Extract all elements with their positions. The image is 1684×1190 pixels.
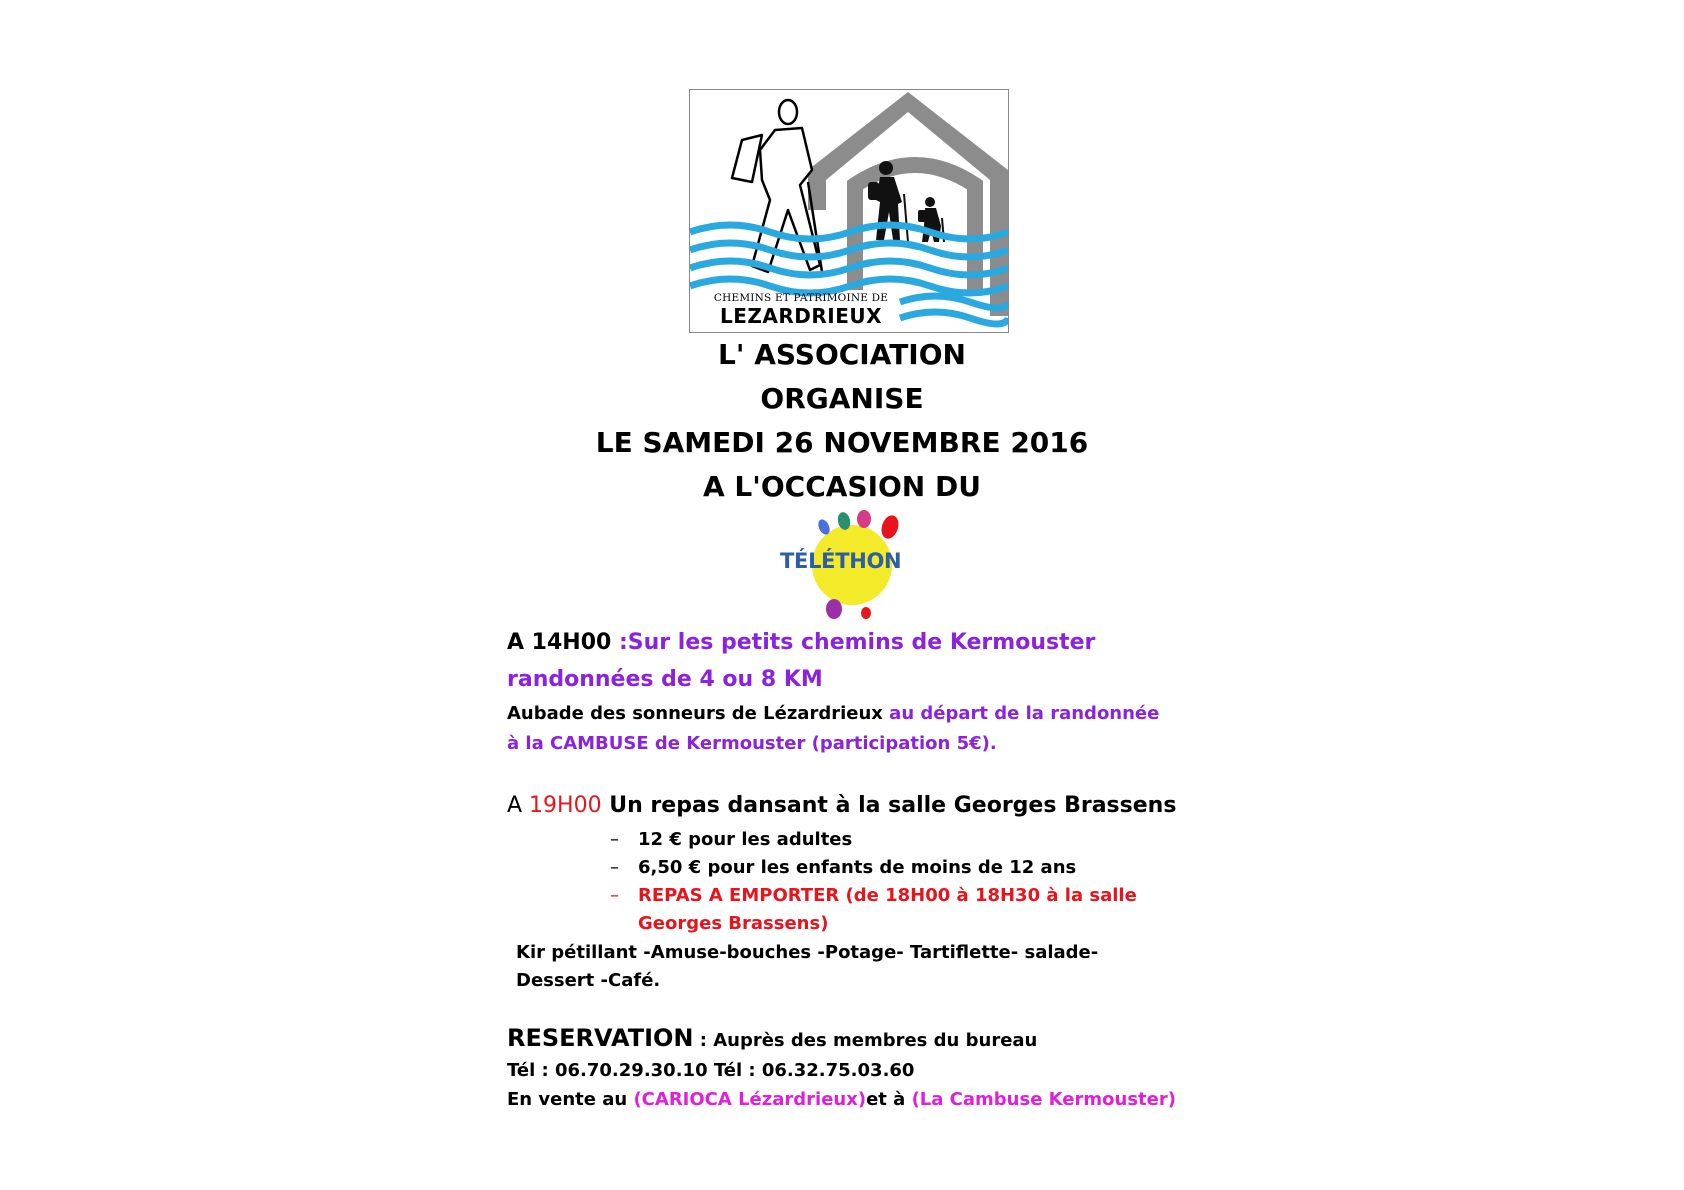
logo-subtitle: CHEMINS ET PATRIMOINE DE (713, 292, 889, 304)
phone-numbers: Tél : 06.70.29.30.10 Tél : 06.32.75.03.60 (507, 1060, 915, 1081)
sale-place-carioca: (CARIOCA Lézardrieux) (633, 1089, 867, 1110)
reservation-label: RESERVATION (507, 1024, 694, 1052)
sale-points (507, 1089, 1176, 1110)
heading-occasion: A L'OCCASION DU (703, 470, 981, 503)
evening-a: A (507, 793, 530, 818)
logo-title: LEZARDRIEUX (719, 304, 883, 328)
takeaway-line-2: Georges Brassens) (638, 913, 829, 934)
hike-distances: randonnées de 4 ou 8 KM (507, 667, 823, 692)
afternoon-title-text: :Sur les petits chemins de Kermouster (611, 630, 1096, 655)
aubade-line (507, 703, 1159, 724)
aubade-departure: au départ de la randonnée (882, 703, 1160, 724)
afternoon-time: A 14H00 (507, 630, 612, 655)
aubade-text: Aubade des sonneurs de Lézardrieux (507, 703, 883, 724)
takeaway-text: REPAS A EMPORTER (de 18H00 à 18H30 à la salle (638, 885, 1137, 906)
evening-time: 19H00 (529, 793, 602, 818)
price-adults-text: 12 € pour les adultes (638, 829, 853, 850)
price-children-text: 6,50 € pour les enfants de moins de 12 ans (638, 857, 1077, 878)
cambuse-line: à la CAMBUSE de Kermouster (participation 5€). (507, 733, 997, 754)
reservation-text: : Auprès des membres du bureau (693, 1030, 1038, 1051)
list-dash: – (610, 829, 619, 850)
price-children (610, 857, 1076, 878)
telethon-label: TÉLÉTHON (780, 549, 902, 573)
telethon-logo (778, 505, 918, 625)
list-dash: – (610, 857, 619, 878)
evening-title-text: Un repas dansant à la salle Georges Brassens (601, 793, 1177, 818)
list-dash: – (610, 885, 619, 906)
heading-association: L' ASSOCIATION (718, 338, 966, 371)
sale-mid: et à (866, 1089, 912, 1110)
reservation-line (507, 1024, 1037, 1052)
afternoon-title (507, 630, 1095, 655)
menu-line-1: Kir pétillant -Amuse-bouches -Potage- Tartiflette- salade- (516, 942, 1099, 963)
heading-organise: ORGANISE (760, 382, 924, 415)
sale-prefix: En vente au (507, 1089, 634, 1110)
sale-place-cambuse: (La Cambuse Kermouster) (911, 1089, 1176, 1110)
price-adults (610, 829, 852, 850)
evening-title (507, 793, 1176, 818)
heading-date: LE SAMEDI 26 NOVEMBRE 2016 (595, 426, 1089, 459)
association-logo (689, 89, 1009, 333)
menu-line-2: Dessert -Café. (516, 970, 661, 991)
takeaway-line (610, 885, 1137, 906)
